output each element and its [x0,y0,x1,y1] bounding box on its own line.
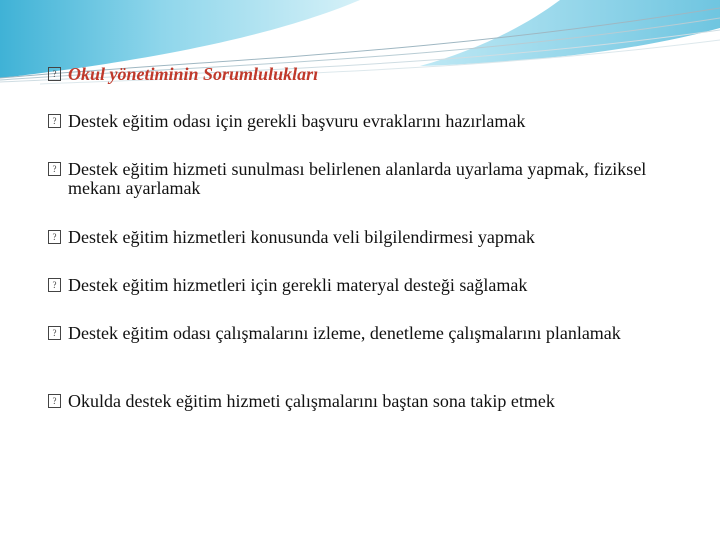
list-item-text: Destek eğitim odası çalışmalarını izleme, denetleme çalışmalarını planlamak [68,323,621,343]
bullet-box-icon: ? [48,394,61,408]
bullet-box-icon: ? [48,162,61,176]
list-item [48,276,688,295]
bullet-box-icon: ? [48,67,61,81]
bullet-box-icon: ? [48,114,61,128]
list-item [48,392,688,411]
list-item-text: Okulda destek eğitim hizmeti çalışmalarını baştan sona takip etmek [68,391,555,411]
title-text: Okul yönetiminin Sorumlulukları [68,64,319,84]
slide-title [48,65,688,84]
list-item [48,228,688,247]
bullet-box-icon: ? [48,326,61,340]
list-item-text: Destek eğitim hizmetleri için gerekli materyal desteği sağlamak [68,275,528,295]
list-item [48,324,688,343]
list-item-text: Destek eğitim hizmeti sunulması belirlenen alanlarda uyarlama yapmak, fiziksel mekanı ayarlamak [68,159,647,198]
list-item-text: Destek eğitim odası için gerekli başvuru evraklarını hazırlamak [68,111,526,131]
bullet-box-icon: ? [48,278,61,292]
list-item-text: Destek eğitim hizmetleri konusunda veli bilgilendirmesi yapmak [68,227,535,247]
list-item [48,160,688,198]
list-item [48,112,688,131]
bullet-box-icon: ? [48,230,61,244]
